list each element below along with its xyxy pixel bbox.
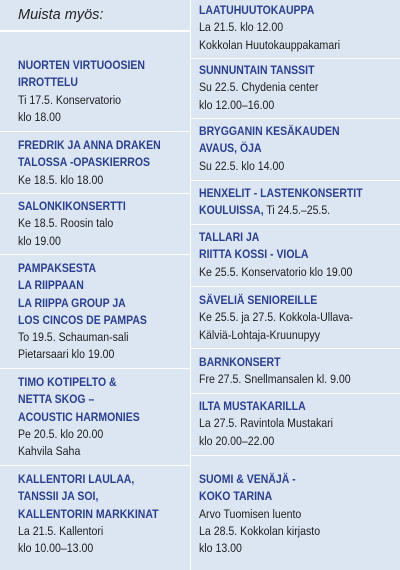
- event-detail: La 21.5. Kallentori: [18, 523, 104, 538]
- divider-line: [191, 180, 400, 181]
- event-title: LA RIIPPA GROUP JA: [18, 295, 126, 310]
- event-nuorten-virtuoosien: [18, 57, 186, 126]
- section-header: Muista myös:: [18, 7, 104, 23]
- event-title: IRROTTELU: [18, 75, 78, 90]
- event-title: NETTA SKOG –: [18, 392, 95, 407]
- event-title: ILTA MUSTAKARILLA: [199, 399, 306, 413]
- event-title: BARNKONSERT: [199, 355, 281, 369]
- left-column: [0, 0, 190, 556]
- event-title: LA RIIPPAAN: [18, 278, 84, 293]
- event-detail: klo 20.00–22.00: [199, 433, 275, 448]
- event-title: KALLENTORI LAULAA,: [18, 472, 135, 486]
- event-title: SUOMI & VENÄJÄ -: [199, 472, 296, 486]
- divider-line: [191, 348, 400, 349]
- event-title: ACOUSTIC HARMONIES: [18, 409, 140, 424]
- divider-line: [0, 254, 190, 255]
- column-divider: [190, 0, 191, 570]
- event-title: KALLENTORIN MARKKINAT: [18, 506, 159, 521]
- event-title: TANSSII JA SOI,: [18, 489, 99, 504]
- event-title: KOKO TARINA: [199, 489, 273, 504]
- event-timo-kotipelto: [18, 374, 186, 460]
- event-detail: Ti 24.5.–25.5.: [263, 203, 331, 218]
- event-title: TIMO KOTIPELTO &: [18, 375, 117, 389]
- event-bryggan: [199, 123, 398, 175]
- event-title: FREDRIK JA ANNA DRAKEN: [18, 138, 161, 152]
- event-detail: Ke 18.5. klo 18.00: [18, 172, 104, 187]
- event-tallari: [199, 229, 398, 281]
- event-detail: La 28.5. Kokkolan kirjasto: [199, 523, 321, 538]
- event-sunnuntain-tanssit: [199, 62, 398, 114]
- event-title: SUNNUNTAIN TANSSIT: [199, 63, 315, 77]
- event-title: LOS CINCOS DE PAMPAS: [18, 312, 147, 327]
- event-detail: Ke 18.5. Roosin talo: [18, 216, 114, 231]
- event-detail: Ti 17.5. Konservatorio: [18, 92, 122, 107]
- event-detail: Pietarsaari klo 19.00: [18, 347, 115, 362]
- divider-line: [191, 118, 400, 119]
- event-title: RIITTA KOSSI - VIOLA: [199, 247, 309, 262]
- event-title: LAATUHUUTOKAUPPA: [199, 3, 315, 17]
- event-savelia-senioreille: [199, 292, 398, 344]
- divider-line: [191, 224, 400, 225]
- divider-line: [191, 286, 400, 287]
- divider-line: [191, 455, 400, 456]
- event-detail: Kahvila Saha: [18, 444, 81, 459]
- event-detail: klo 12.00–16.00: [199, 97, 275, 112]
- event-fredrik-anna-draken: [18, 137, 186, 189]
- event-detail: Fre 27.5. Snellmansalen kl. 9.00: [199, 372, 351, 387]
- event-barnkonsert: [199, 354, 398, 389]
- event-detail: Ke 25.5. ja 27.5. Kokkola-Ullava-: [199, 310, 354, 325]
- event-detail: Su 22.5. klo 14.00: [199, 158, 285, 173]
- event-title: HENXELIT - LASTENKONSERTIT: [199, 186, 363, 200]
- event-detail: Su 22.5. Chydenia center: [199, 80, 319, 95]
- event-detail: klo 18.00: [18, 109, 61, 124]
- event-pampaksesta: [18, 260, 186, 364]
- divider-line: [0, 193, 190, 194]
- divider-line: [191, 393, 400, 394]
- event-title: TALLARI JA: [199, 230, 260, 244]
- event-detail: To 19.5. Schauman-sali: [18, 330, 129, 345]
- event-title: TALOSSA -OPASKIERROS: [18, 155, 150, 170]
- event-title: AVAUS, ÖJA: [199, 141, 262, 156]
- event-title: SÄVELIÄ SENIOREILLE: [199, 293, 318, 307]
- event-detail: klo 19.00: [18, 233, 61, 248]
- event-detail: klo 10.00–13.00: [18, 541, 94, 556]
- event-laatuhuutokauppa: [199, 2, 398, 54]
- event-title: SALONKIKONSERTTI: [18, 199, 126, 213]
- divider-line: [0, 368, 190, 369]
- event-suomi-venaja: [199, 471, 398, 557]
- event-ilta-mustakarilla: [199, 398, 398, 450]
- header-rule: [0, 30, 190, 32]
- event-detail: Kokkolan Huutokauppakamari: [199, 37, 341, 52]
- event-title: BRYGGANIN KESÄKAUDEN: [199, 124, 340, 138]
- divider-line: [191, 58, 400, 59]
- event-title: NUORTEN VIRTUOOSIEN: [18, 58, 145, 72]
- event-henxelit: [199, 185, 398, 220]
- divider-line: [0, 465, 190, 466]
- event-detail: klo 13.00: [199, 541, 242, 556]
- event-title: PAMPAKSESTA: [18, 261, 97, 275]
- event-salonkikonsertti: [18, 198, 186, 250]
- event-detail: Kälviä-Lohtaja-Kruunupyy: [199, 327, 321, 342]
- event-detail: Arvo Tuomisen luento: [199, 506, 302, 521]
- divider-line: [0, 131, 190, 132]
- event-detail: La 21.5. klo 12.00: [199, 20, 284, 35]
- event-kallentori: [18, 471, 186, 557]
- event-detail: Pe 20.5. klo 20.00: [18, 426, 104, 441]
- event-detail: La 27.5. Ravintola Mustakari: [199, 416, 334, 431]
- event-detail: Ke 25.5. Konservatorio klo 19.00: [199, 264, 353, 279]
- event-title: KOULUISSA, Ti 24.5.–25.5.: [199, 203, 331, 218]
